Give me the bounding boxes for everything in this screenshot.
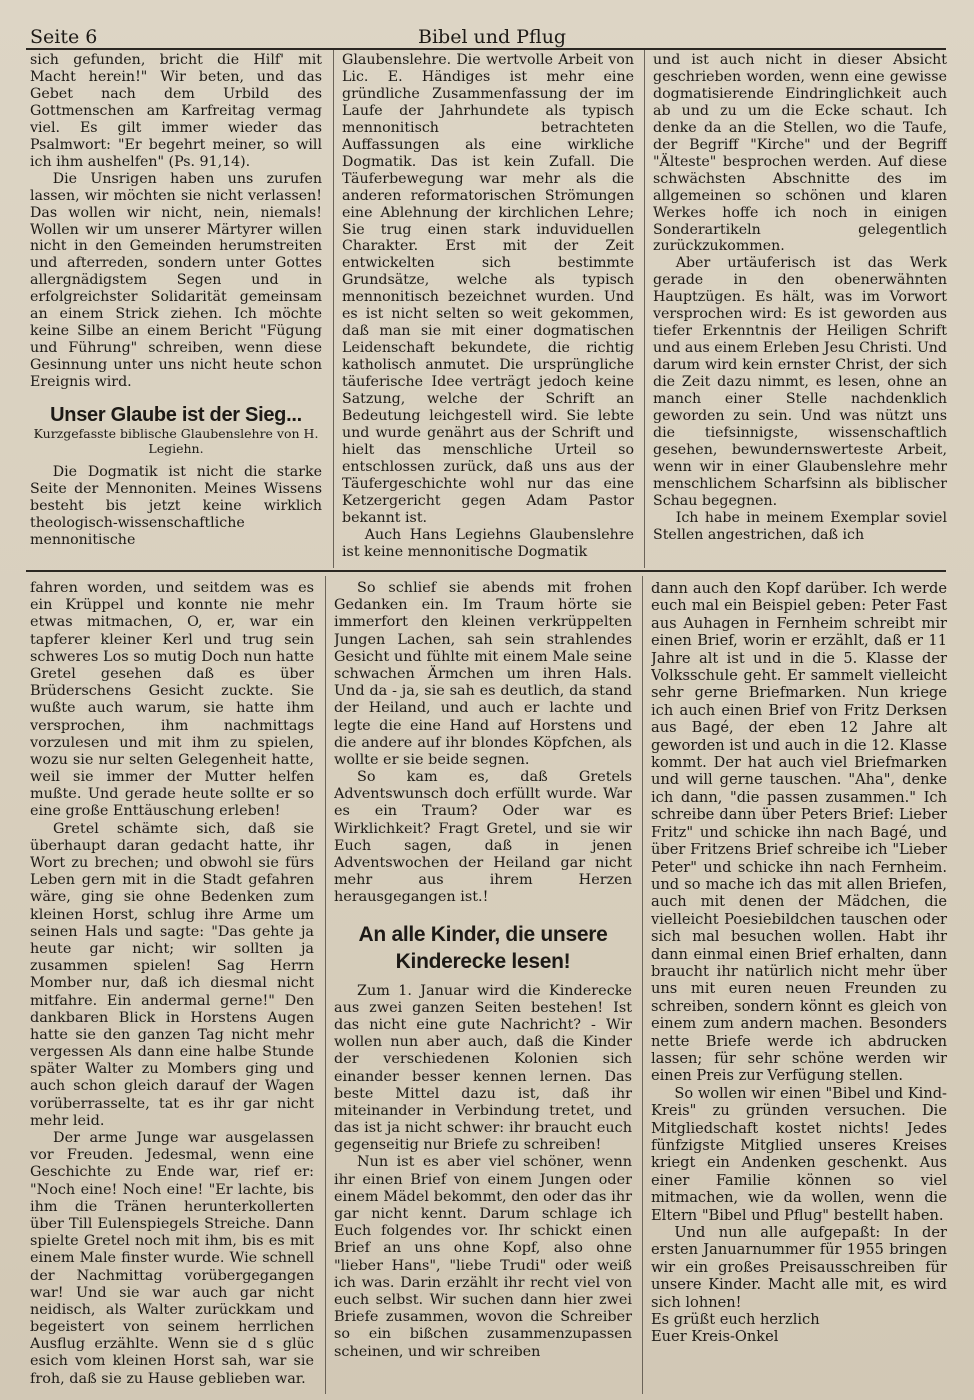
paragraph: dann auch den Kopf darüber. Ich werde euch mal ein Beispiel geben: Peter Fast aus Auhagen in Fernheim schreibt mir einen Brief, worin er erzählt, daß er 11 Jahre alt ist und in die 5. Klasse der Volksschule geht. Er sammelt vielleicht sehr gerne Briefmarken. Nun kriege ich auch einen Brief von Fritz Derksen aus Bagé, der eben 12 Jahre alt geworden ist und auch in die 12. Klasse kommt. Der hat auch viel Briefmarken und will gerne tauschen. "Aha", denke ich dann, "die passen zusammen." Ich schreibe dann über Peters Brief: Lieber Fritz" und schicke ihn nach Bagé, und über Fritzens Brief schreibe ich "Lieber Peter" und schicke ihn nach Fernheim. und so mache ich das mit allen Briefen, auch mit denen der Mädchen, die vielleicht Poesiebildchen tauschen oder sich mal besuchen wollen. Habt ihr dann einmal einen Brief erhalten, dann braucht ihr natürlich nicht mehr über uns mit euren neuen Freunden zu schreiben, sondern könnt es gleich von einem zum andern machen. Besonders nette Briefe werde ich abdrucken lassen; für sehr schöne werden wir einen Preis zur Verfügung stellen.	[651, 580, 947, 1085]
article-headline: Unser Glaube ist der Sieg...	[50, 404, 302, 427]
paragraph: Glaubenslehre. Die wertvolle Arbeit von Lic. E. Händiges ist mehr eine gründliche Zusammenfassung der im Laufe der Jahrhundete als typisch mennonitisch betrachteten Auffassungen als eine wirkliche Dogmatik. Das ist kein Zufall. Die Täuferbewegung war mehr als die anderen reformatorischen Strömungen eine Ablehnung der kirchlichen Lehre; Sie trug einen stark induviduellen Charakter. Erst mit der Zeit entwickelten sich bestimmte Grundsätze, welche als typisch mennonitisch bezeichnet wurden. Und es ist nicht selten so weit gekommen, daß man sie mit einer dogmatischen Leidenschaft bekundete, die richtig katholisch anmutet. Die ursprüngliche täuferische Idee verträgt jedoch keine Satzung, welche der Schrift an Bedeutung leichgestell wird. Sie lebte und wurde genährt aus der Schrift und hielt das menschliche Urteil so entschlossen zurück, daß uns aus der Täufergeschichte wohl nur das eine Ketzergericht gegen Adam Pastor bekannt ist.	[342, 52, 634, 526]
paragraph: Ich habe in meinem Exemplar soviel Stellen angestrichen, daß ich	[653, 509, 947, 543]
bottom-column-1	[30, 580, 314, 1395]
paragraph: Aber urtäuferisch ist das Werk gerade in den obenerwähnten Hauptzügen. Es hält, was im Vorwort versprochen wird: Es ist geworden aus tiefer Erkenntnis der Heiligen Schrift und aus einem Erleben Jesu Christi. Und darum wird kein ernster Christ, der sich die Zeit dazu nimmt, es lesen, ohne an manch einer Stelle nachdenklich geworden zu sein. Und was nützt uns die tiefsinnigste, wissenschaftlich gesehen, bewundernswerteste Arbeit, wenn wir in einer Glaubenslehre mehr menschlichem Scharfsinn als biblischer Schau begegnen.	[653, 255, 947, 509]
column-divider	[642, 576, 643, 1394]
section-rule	[26, 570, 946, 572]
top-column-3	[653, 52, 947, 564]
column-divider	[325, 576, 326, 1394]
paragraph: Und nun alle aufgepaßt: In der ersten Januarnummer für 1955 bringen wir ein großes Preisausschreiben für unsere Kinder. Macht alle mit, es wird sich lohnen!	[651, 1224, 947, 1311]
paragraph: Gretel schämte sich, daß sie überhaupt daran gedacht hatte, ihr Wort zu brechen; und obwohl sie fürs Leben gern mit in die Stadt gefahren wäre, ging sie ohne Bedenken zum kleinen Horst, schlug ihre Arme um seinen Hals und sagte: "Das gehte ja heute gar nicht; wir sollten ja zusammen spielen! Sag Herrn Momber nur, daß ich diesmal nicht mitfahre. Ein andermal gerne!" Den dankbaren Blick in Horstens Augen hatte sie den ganzen Tag nicht mehr vergessen Als dann eine halbe Stunde später Walter zu Mombers ging und auch schon gleich darauf der Wagen vorüberrasselte, tat es ihr gar nicht mehr leid.	[30, 820, 314, 1129]
column-divider	[644, 50, 645, 568]
paragraph: sich gefunden, bricht die Hilf' mit Macht herein!" Wir beten, und das Gebet nach dem Urbild des Gottmenschen am Karfreitag vermag viel. Es gilt immer wieder das Psalmwort: "Er begehrt meiner, so will ich ihm aushelfen" (Ps. 91,14).	[30, 52, 322, 170]
paragraph: Zum 1. Januar wird die Kinderecke aus zwei ganzen Seiten bestehen! Ist das nicht eine gute Nachricht? - Wir wollen nun aber auch, daß die Kinder der verschiedenen Kolonien sich einander besser kennen lernen. Das beste Mittel dazu ist, daß ihr miteinander in Verbindung tretet, und das ist ja nicht schwer: ihr braucht euch gegenseitig nur Briefe zu schreiben!	[334, 982, 632, 1154]
newspaper-title: Bibel und Pflug	[418, 26, 567, 48]
top-column-1	[30, 52, 322, 564]
paragraph: So wollen wir einen "Bibel und Kind-Kreis" zu gründen versuchen. Die Mitgliedschaft kostet nichts! Jedes fünfzigste Mitglied unseres Kreises kriegt ein Andenken geschenkt. Aus einer Familie können so viel mitmachen, wie da wollen, wenn die Eltern "Bibel und Pflug" bestellt haben.	[651, 1084, 947, 1224]
paragraph: Die Unsrigen haben uns zurufen lassen, wir möchten sie nicht verlassen! Das wollen wir nicht, nein, niemals! Wollen wir um unserer Märtyrer willen nicht in den Gemeinden herumstreiten und afterreden, sondern unter Gottes allergnädigstem Segen und in erfolgreichster Solidarität gemeinsam an einem Strick ziehen. Ich möchte keine Silbe an einem Bericht "Fügung und Führung" schreiben, wenn diese Gesinnung unter uns nicht heute schon Ereignis wird.	[30, 170, 322, 391]
paragraph: So schlief sie abends mit frohen Gedanken ein. Im Traum hörte sie immerfort den kleinen verkrüppelten Jungen Lachen, sah sein strahlendes Gesicht und fühlte mit einem Male seine schwachen Ärmchen um ihren Hals. Und da - ja, sie sah es deutlich, da stand der Heiland, und auch er lachte und legte die eine Hand auf Horstens und die andere auf ihr blondes Köpfchen, als wollte er sie beide segnen.	[334, 580, 632, 768]
paragraph: So kam es, daß Gretels Adventswunsch doch erfüllt wurde. War es ein Traum? Oder war es Wirklichkeit? Fragt Gretel, und sie wir Euch sagen, daß in jenen Adventswochen der Heiland gar nicht mehr aus ihrem Herzen herausgegangen ist.!	[334, 769, 632, 906]
paragraph: Der arme Junge war ausgelassen vor Freuden. Jedesmal, wenn eine Geschichte zu Ende war, rief er: "Noch eine! Noch eine! "Er lachte, bis ihm die Tränen herunterkollerten über Till Eulenspiegels Streiche. Dann spielte Gretel noch mit ihm, bis es mit einem Male finster wurde. Wie schnell der Nachmittag vorübergegangen war! Und sie war auch gar nicht neidisch, als Walter zurückkam und begeistert von seinem herrlichen Ausflug erzählte. Wenn sie d s glüc esich vom kleinen Horst sah, war sie froh, daß sie zu Hause geblieben war.	[30, 1130, 314, 1387]
article-subline: Kurzgefasste biblische Glaubenslehre von H. Legiehn.	[33, 426, 319, 457]
page-number: Seite 6	[30, 26, 98, 48]
paragraph: Auch Hans Legiehns Glaubenslehre ist keine mennonitische Dogmatik	[342, 526, 634, 560]
paragraph: Nun ist es aber viel schöner, wenn ihr einen Brief von einem Jungen oder einem Mädel bekommt, den oder das ihr gar nicht kennt. Darum schlage ich Euch folgendes vor. Ihr schickt einen Brief an uns ohne Kopf, also ohne "lieber Hans", "liebe Trudi" oder weiß ich was. Darin erzählt ihr recht viel von euch selbst. Wir suchen dann hier zwei Briefe zusammen, wovon die Schreiber so ein bißchen zusammenzupassen scheinen, und wir schreiben	[334, 1154, 632, 1360]
article-headline: An alle Kinder, die unsere Kinderecke lesen!	[358, 922, 608, 973]
paragraph: Die Dogmatik ist nicht die starke Seite der Mennoniten. Meines Wissens besteht bis jetzt keine wirklich theologisch-wissenschaftliche mennonitische	[30, 464, 322, 548]
header-rule	[26, 48, 946, 50]
paragraph: und ist auch nicht in dieser Absicht geschrieben worden, wenn eine gewisse dogmatisierende Eindringlichkeit auch ab und zu um die Ecke schaut. Ich denke da an die Stellen, wo die Taufe, der Begriff "Kirche" und der Begriff "Älteste" besprochen werden. Auf diese schwächsten Abschnitte des im allgemeinen so schönen und klaren Werkes hoffe ich noch in einigen Sonderartikeln gelegentlich zurückzukommen.	[653, 52, 947, 255]
signature: Euer Kreis-Onkel	[651, 1328, 779, 1346]
closing-greeting: Es grüßt euch herzlich	[651, 1311, 820, 1329]
top-column-2	[342, 52, 634, 564]
column-divider	[333, 50, 334, 568]
bottom-column-3	[651, 580, 947, 1395]
bottom-column-2	[334, 580, 632, 1395]
paragraph: fahren worden, und seitdem was es ein Krüppel und konnte nie mehr etwas mitmachen, O, er, war ein tapferer kleiner Kerl und trug sein schweres Los so mutig Doch nun hatte Gretel gesehen daß es über Brüderschens Gesicht zuckte. Sie wußte auch warum, sie hatte ihm versprochen, ihm nachmittags vorzulesen und mit ihm zu spielen, wozu sie nur selten Gelegenheit hatte, weil sie immer der Mutter helfen mußte. Und gerade heute sollte er so eine große Enttäuschung erleben!	[30, 580, 314, 820]
